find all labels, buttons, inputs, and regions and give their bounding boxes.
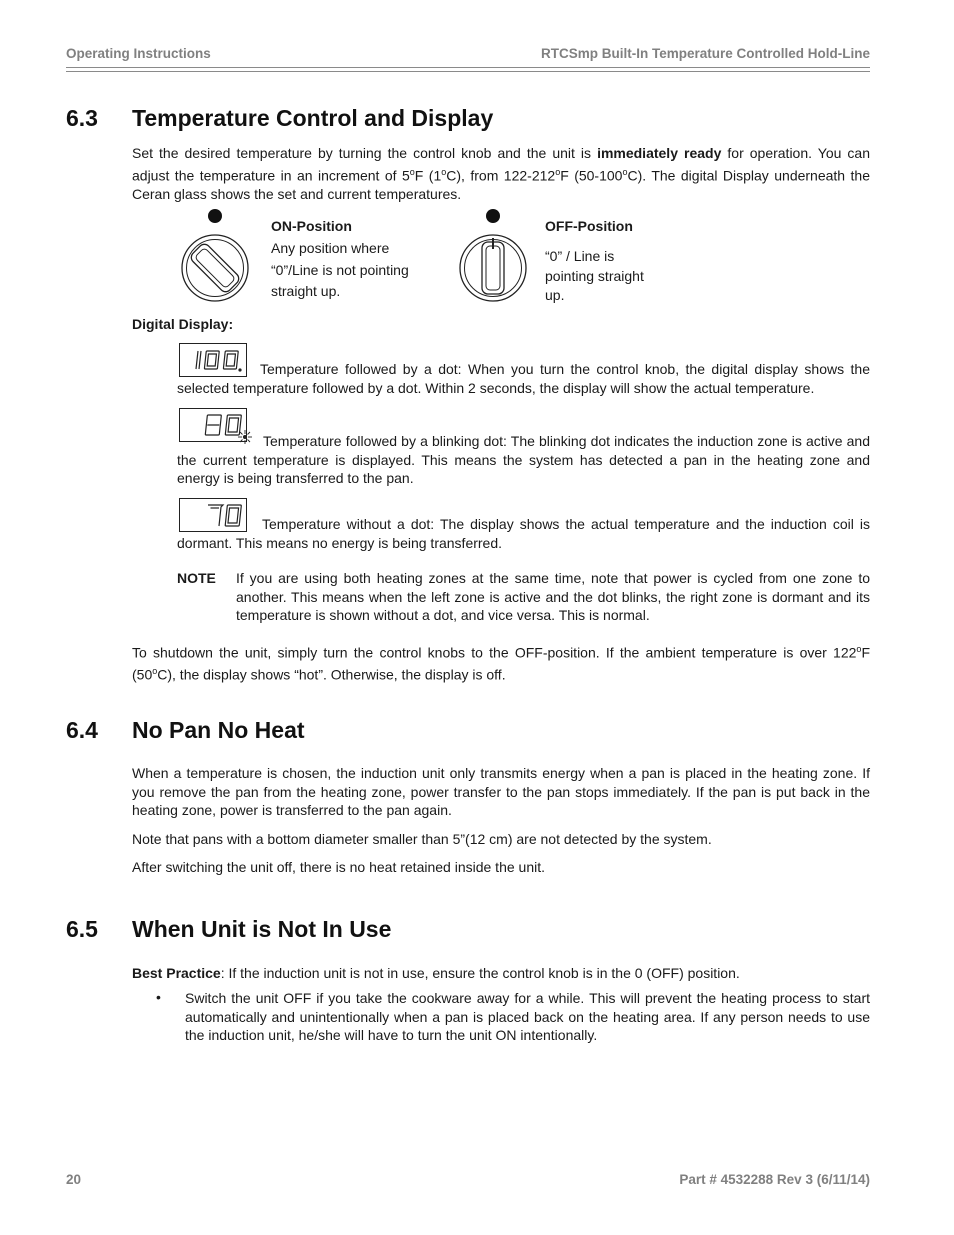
digital-display-label: Digital Display: [132, 316, 234, 332]
no-pan-paragraph-2: Note that pans with a bottom diameter smaller than 5”(12 cm) are not detected by the system. [132, 831, 712, 847]
intro-paragraph: Set the desired temperature by turning the control knob and the unit is immediately ready for operation. You can adjust the temperature in an increment of 5$^o$F (1$^o$C), from 122-212$^o$F (50-100$^o$C). The digital Display underneath the Ceran glass shows the set and current temperatures. [132, 145, 871, 203]
on-position-title: ON-Position [271, 218, 352, 234]
section-heading-6-3 [66, 105, 493, 132]
display-70-desc: Temperature without a dot: The display shows the actual temperature and the induction coil is dormant. This means no energy is being transferred. [177, 516, 870, 551]
part-number: Part # 4532288 Rev 3 (6/11/14) [679, 1172, 870, 1187]
header-left: Operating Instructions [66, 46, 211, 61]
header-rule-thin [66, 71, 870, 72]
note-text: If you are using both heating zones at the same time, note that power is cycled from one zone to another. This means when the left zone is active and the dot blinks, the right zone is dormant and its temperature is shown without a dot, and vice versa. This is normal. [236, 570, 870, 624]
section-title: When Unit is Not In Use [132, 916, 392, 942]
shutdown-paragraph: To shutdown the unit, simply turn the control knobs to the OFF-position. If the ambient temperature is over 122$^o$F (50$^o$C), the display shows “hot”. Otherwise, the display is off. [132, 644, 870, 684]
header-rule [66, 67, 870, 68]
section-title: No Pan No Heat [132, 717, 305, 743]
display-80-desc: Temperature followed by a blinking dot: The blinking dot indicates the induction zone is active and the current temperature is displayed. This means the system has detected a pan in the heating zone and energy is being transferred to the pan. [177, 433, 870, 487]
header-right: RTCSmp Built-In Temperature Controlled Hold-Line [541, 46, 870, 61]
page-number: 20 [66, 1172, 82, 1187]
off-position-desc: “0” / Line is pointing straight up. [545, 248, 644, 303]
best-practice-paragraph: Best Practice: If the induction unit is not in use, ensure the control knob is in the 0 (OFF) position. [132, 965, 740, 981]
section-heading-6-5 [66, 916, 391, 943]
section-title: Temperature Control and Display [132, 105, 494, 131]
section-number: 6.4 [66, 717, 98, 743]
on-position-knob-icon [178, 205, 252, 305]
no-pan-paragraph-3: After switching the unit off, there is no heat retained inside the unit. [132, 859, 545, 875]
display-100-desc: Temperature followed by a dot: When you turn the control knob, the digital display shows the selected temperature followed by a dot. Within 2 seconds, the display will show the actual temperature. [177, 361, 870, 396]
bullet-icon: • [156, 989, 161, 1005]
no-pan-paragraph-1: When a temperature is chosen, the induction unit only transmits energy when a pan is placed in the heating zone. If you remove the pan from the heating zone, power transfer to the pan stops immediately. If the pan is put back in the heating zone, power is transferred to the pan again. [132, 765, 870, 819]
note-label: NOTE [177, 570, 216, 586]
section-number: 6.5 [66, 916, 98, 942]
on-position-desc: Any position where “0”/Line is not pointing straight up. [271, 240, 409, 299]
section-number: 6.3 [66, 105, 98, 131]
bullet-text: Switch the unit OFF if you take the cookware away for a while. This will prevent the heating process to start automatically and unintentionally when a pan is placed back on the heating area. If any person needs to use the induction unit, he/she will have to turn the unit ON intentionally. [185, 990, 870, 1044]
section-heading-6-4 [66, 717, 305, 744]
off-position-knob-icon [456, 205, 530, 305]
off-position-title: OFF-Position [545, 218, 633, 234]
